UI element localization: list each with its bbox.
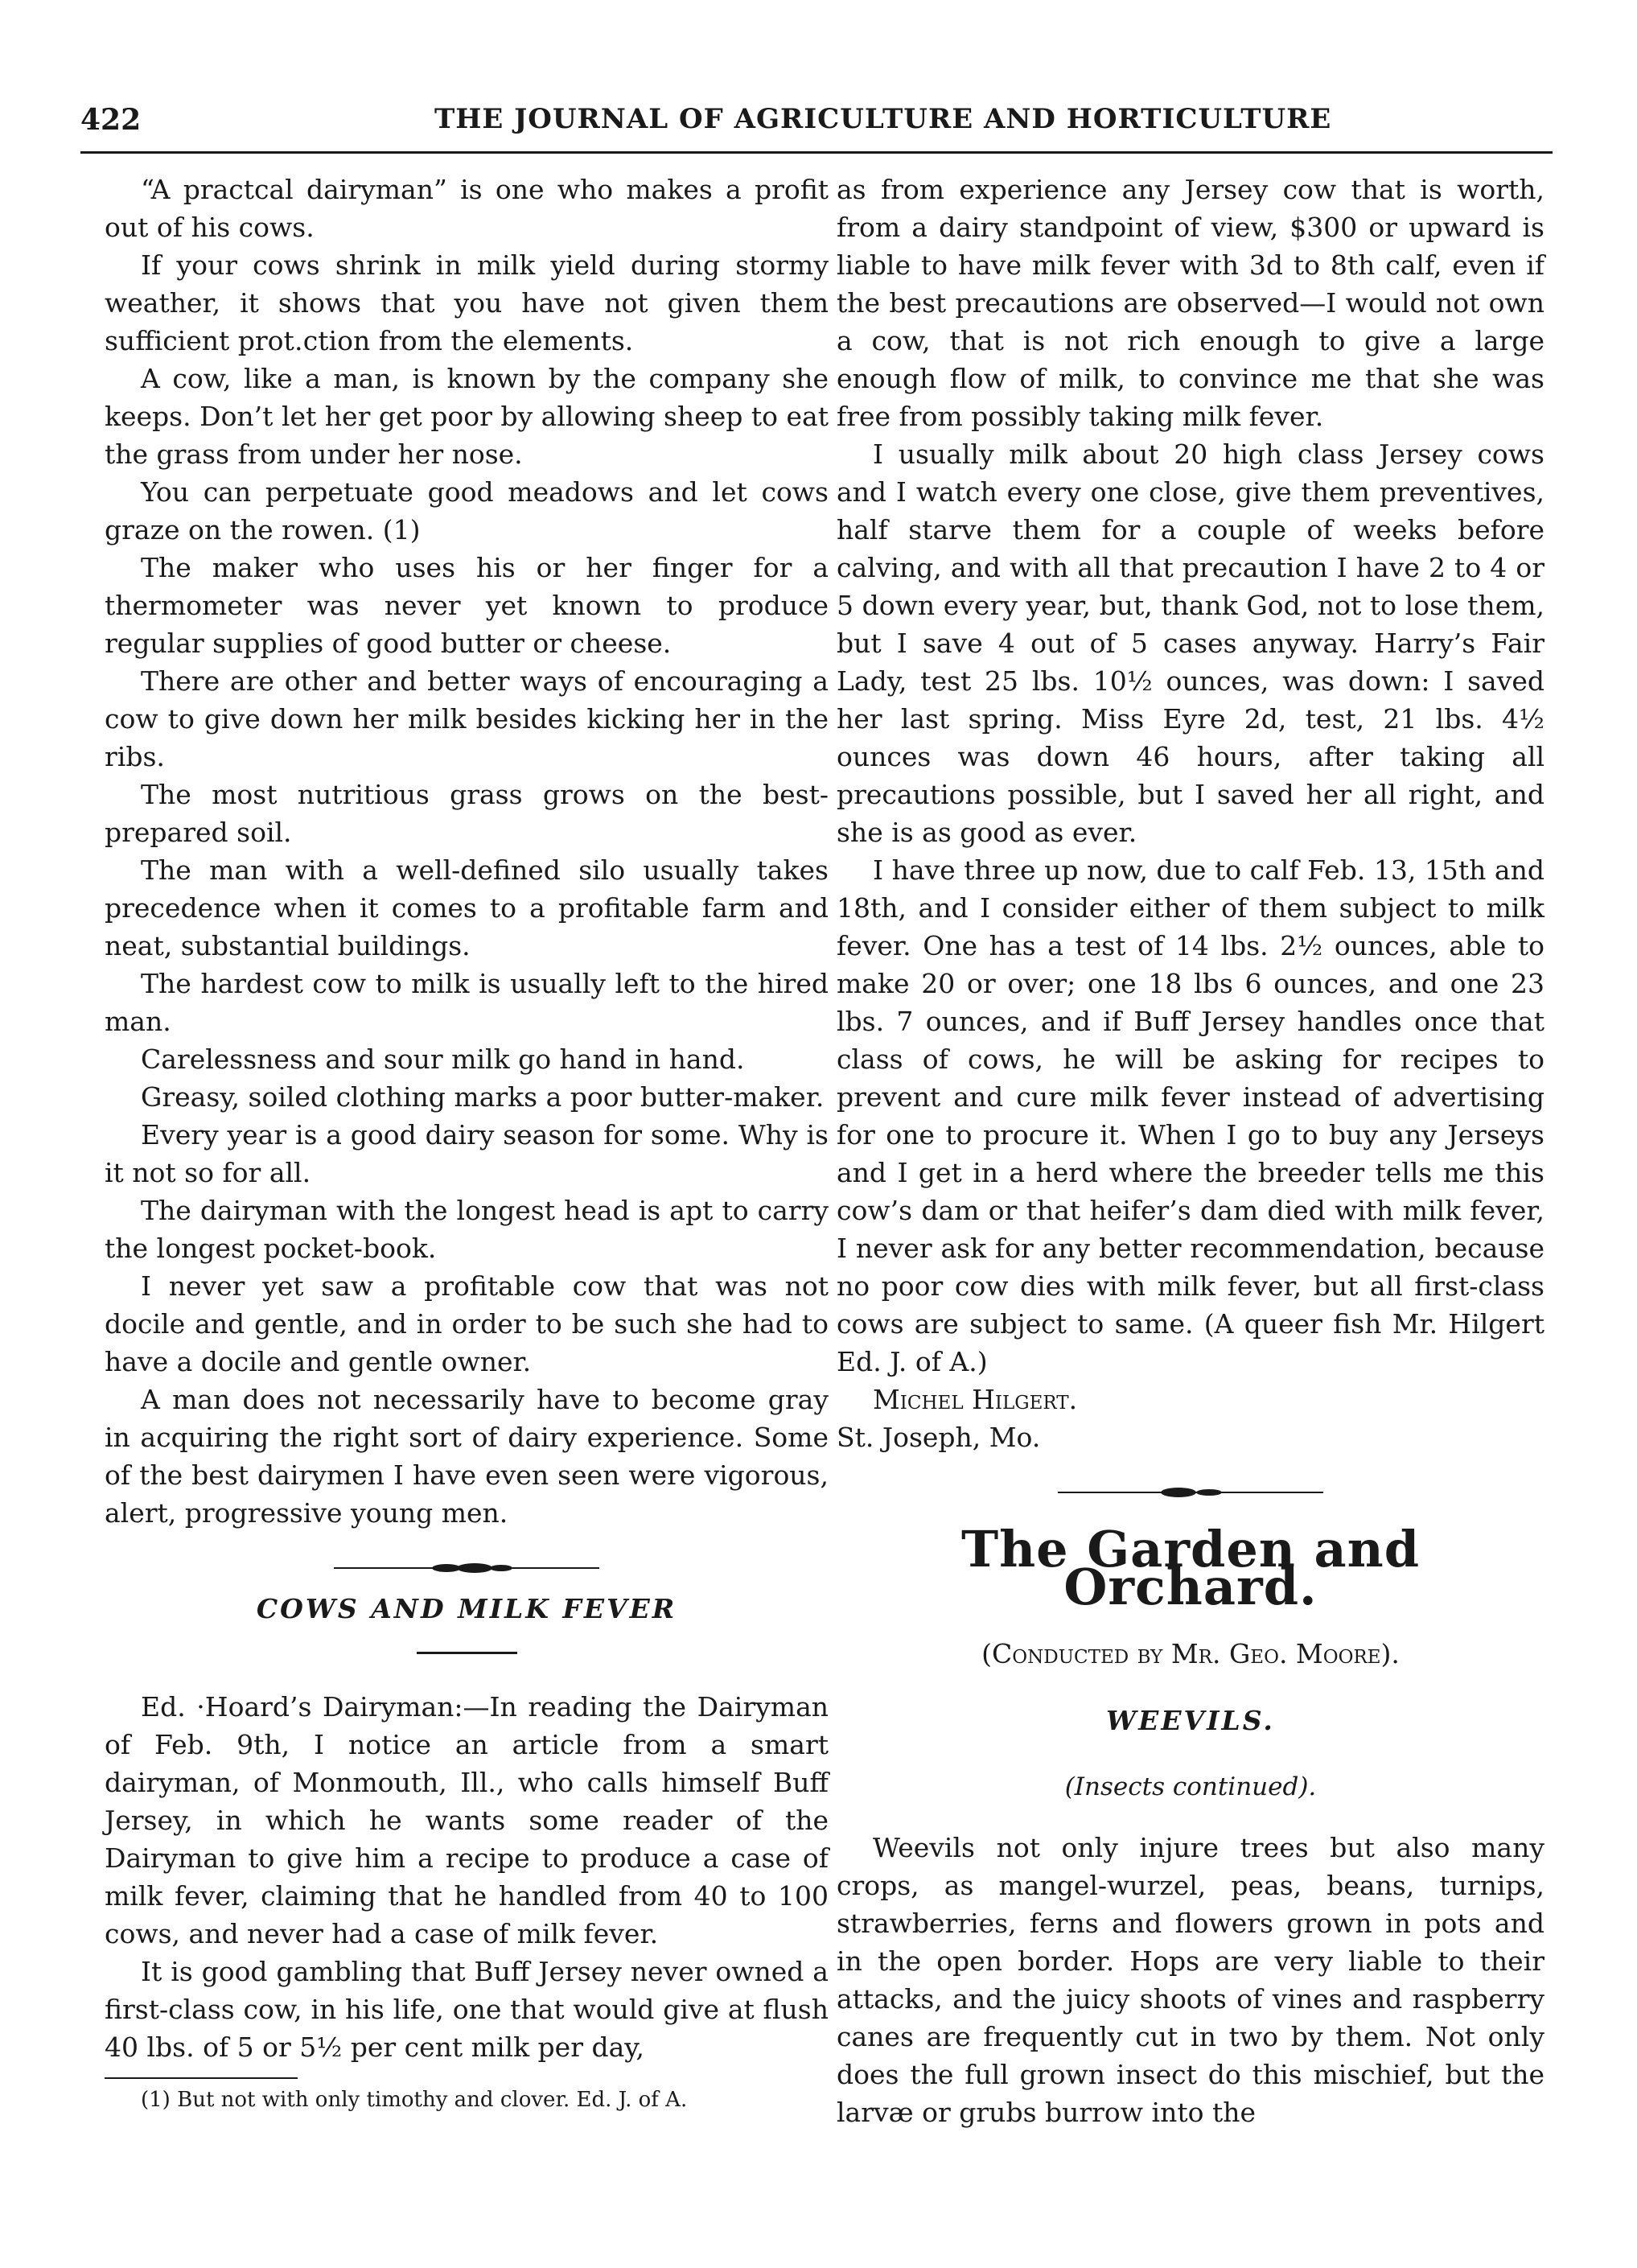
article-paragraph: Weevils not only injure trees but also many crops, as mangel-wurzel, peas, beans, turnips, strawberries, ferns and flowers grown in pots and in the open border. Hops are very liable to their attacks, and the juicy shoots of vines and raspberry canes are frequently cut in two by them. Not only does the full grown insect do this mischief, but the larvæ or grubs burrow into the <box>837 1832 1544 2128</box>
heading-rule <box>417 1652 517 1654</box>
dairy-maxim: The maker who uses his or her finger for a thermometer was never yet known to produce regular supplies of good butter or cheese. <box>105 552 829 659</box>
article-paragraph: I have three up now, due to calf Feb. 13, 15th and 18th, and I consider either of them subject to milk fever. One has a test of 14 lbs. 2½ ounces, able to make 20 or over; one 18 lbs 6 ounces, and one 23 lbs. 7 ounces, and if Buff Jersey handles once that class of cows, he will be asking for recipes to prevent and cure milk fever instead of advertising for one to procure it. When I go to buy any Jerseys and I get in a herd where the breeder tells me this cow’s dam or that heifer’s dam died with milk fever, I never ask for any better recommendation, because no poor cow dies with milk fever, but all first-class cows are subject to same. (A queer fish Mr. Hilgert Ed. J. of A.) <box>837 854 1544 1377</box>
article-paragraph: as from experience any Jersey cow that is worth, from a dairy standpoint of view, $300 or upward is liable to have milk fever with 3d to 8th calf, even if the best precautions are observed—I would not own a cow, that is not rich enough to give a large enough flow of milk, to convince me that she was free from possibly taking milk fever. <box>837 174 1544 432</box>
page-header <box>80 103 1553 151</box>
dairy-maxim: The most nutritious grass grows on the best-prepared soil. <box>105 779 829 848</box>
dairy-maxim: If your cows shrink in milk yield during stormy weather, it shows that you have not given them sufficient prot․ction from the elements. <box>105 249 829 356</box>
section-heading-cows-milk-fever: COWS AND MILK FEVER <box>256 1593 677 1624</box>
conducted-by-line: (Conducted by Mr. Geo. Moore). <box>981 1638 1400 1669</box>
dairy-maxim: You can perpetuate good meadows and let cows graze on the rowen. (1) <box>105 476 829 545</box>
dairy-maxim: A man does not necessarily have to become gray in acquiring the right sort of dairy experience. Some of the best dairymen I have even seen were vigorous, alert, progressive young men. <box>105 1384 829 1529</box>
dairy-maxim: The man with a well-defined silo usually takes precedence when it comes to a profitable farm and neat, substantial buildings. <box>105 854 829 961</box>
dairy-maxim: “A practcal dairyman” is one who makes a profit out of his cows. <box>105 174 829 243</box>
ornamental-divider <box>1058 1487 1323 1498</box>
article-paragraph: Ed. ·Hoard’s Dairyman:—In reading the Dairyman of Feb. 9th, I notice an article from a smart dairyman, of Monmouth, Ill., who calls himself Buff Jersey, in which he wants some reader of the Dairyman to give him a recipe to produce a case of milk fever, claiming that he handled from 40 to 100 cows, and never had a case of milk fever. <box>105 1691 829 1949</box>
dairy-maxim: Carelessness and sour milk go hand in hand. <box>141 1043 745 1075</box>
article-paragraph: I usually milk about 20 high class Jersey cows and I watch every one close, give them preventives, half starve them for a couple of weeks before calving, and with all that precaution I have 2 to 4 or 5 down every year, but, thank God, not to lose them, but I save 4 out of 5 cases anyway. Harry’s Fair Lady, test 25 lbs. 10½ ounces, was down: I saved her last spring. Miss Eyre 2d, test, 21 lbs. 4½ ounces was down 46 hours, after taking all precautions possible, but I saved her all right, and she is as good as ever. <box>837 438 1544 848</box>
section-title-garden-orchard: The Garden and Orchard. <box>960 1520 1421 1616</box>
footnote: (1) But not with only timothy and clover. Ed. J. of A. <box>141 2088 688 2112</box>
left-column <box>105 171 829 2114</box>
dairy-maxim: The dairyman with the longest head is apt to carry the longest pocket-book. <box>105 1195 829 1264</box>
page-number: 422 <box>80 103 142 137</box>
footnote-rule <box>105 2077 298 2079</box>
ornamental-divider <box>334 1562 599 1574</box>
dairy-maxim: Greasy, soiled clothing marks a poor butter-maker. <box>141 1081 825 1113</box>
header-rule <box>80 151 1553 154</box>
dairy-maxim: I never yet saw a profitable cow that was not docile and gentle, and in order to be such she had to have a docile and gentle owner. <box>105 1270 829 1377</box>
dairy-maxim: The hardest cow to milk is usually left to the hired man. <box>105 968 829 1037</box>
right-column <box>837 171 1544 2131</box>
journal-title: THE JOURNAL OF AGRICULTURE AND HORTICULTURE <box>434 103 1332 135</box>
dairy-maxim: A cow, like a man, is known by the company she keeps. Don’t let her get poor by allowing sheep to eat the grass from under her nose. <box>105 363 829 470</box>
dairy-maxim: There are other and better ways of encouraging a cow to give down her milk besides kicking her in the ribs. <box>105 665 829 772</box>
section-heading-weevils: WEEVILS. <box>1106 1705 1275 1736</box>
place-line: St. Joseph, Mo. <box>837 1422 1041 1453</box>
dairy-maxim: Every year is a good dairy season for some. Why is it not so for all. <box>105 1119 829 1188</box>
article-paragraph: It is good gambling that Buff Jersey never owned a first-class cow, in his life, one that would give at flush 40 lbs. of 5 or 5½ per cent milk per day, <box>105 1956 829 2063</box>
signature: Michel Hilgert. <box>873 1384 1078 1415</box>
subheading-insects-continued: (Insects continued). <box>1064 1772 1317 1801</box>
